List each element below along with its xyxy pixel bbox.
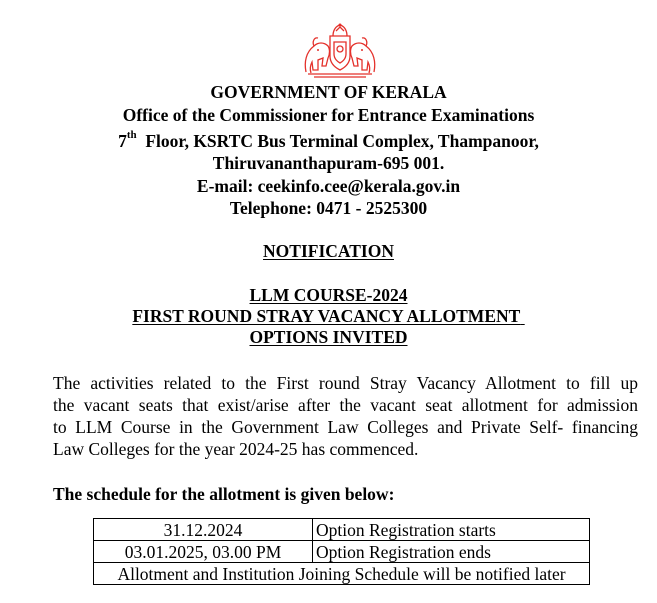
- schedule-date: 03.01.2025, 03.00 PM: [94, 541, 313, 563]
- notification-heading: NOTIFICATION: [263, 241, 394, 261]
- telephone-line: Telephone: 0471 - 2525300: [229, 198, 428, 218]
- schedule-heading: The schedule for the allotment is given below:: [53, 484, 395, 504]
- options-invited-title: OPTIONS INVITED: [249, 327, 408, 347]
- schedule-date: 31.12.2024: [94, 519, 313, 541]
- course-title: LLM COURSE-2024: [249, 285, 408, 305]
- table-row: [94, 541, 590, 563]
- body-line: to LLM Course in the Government Law Colleges and Private Self- financing: [53, 417, 638, 437]
- allotment-title: FIRST ROUND STRAY VACANCY ALLOTMENT: [132, 306, 521, 326]
- body-line: the vacant seats that exist/arise after the vacant seat allotment for admission: [53, 395, 638, 415]
- email-line: E-mail: ceekinfo.cee@kerala.gov.in: [196, 176, 461, 196]
- table-row: [94, 519, 590, 541]
- body-line: Law Colleges for the year 2024-25 has commenced.: [53, 439, 419, 459]
- schedule-footer: Allotment and Institution Joining Schedule will be notified later: [94, 563, 590, 585]
- body-paragraph: [53, 372, 638, 460]
- floor-number: 7: [118, 131, 127, 151]
- office-name: Office of the Commissioner for Entrance Examinations: [122, 105, 535, 125]
- government-title: GOVERNMENT OF KERALA: [210, 82, 447, 102]
- floor-suffix: th: [126, 129, 137, 142]
- address-line-1-text: Floor, KSRTC Bus Terminal Complex, Thampanoor,: [145, 131, 539, 151]
- table-row: [94, 563, 590, 585]
- schedule-event: Option Registration ends: [313, 541, 590, 563]
- schedule-table: [93, 518, 590, 585]
- schedule-event: Option Registration starts: [313, 519, 590, 541]
- body-line: The activities related to the First round Stray Vacancy Allotment to fill up: [53, 373, 638, 393]
- address-line-1: [0, 130, 657, 152]
- kerala-emblem-icon: [300, 22, 380, 78]
- address-line-2: Thiruvananthapuram-695 001.: [212, 153, 445, 173]
